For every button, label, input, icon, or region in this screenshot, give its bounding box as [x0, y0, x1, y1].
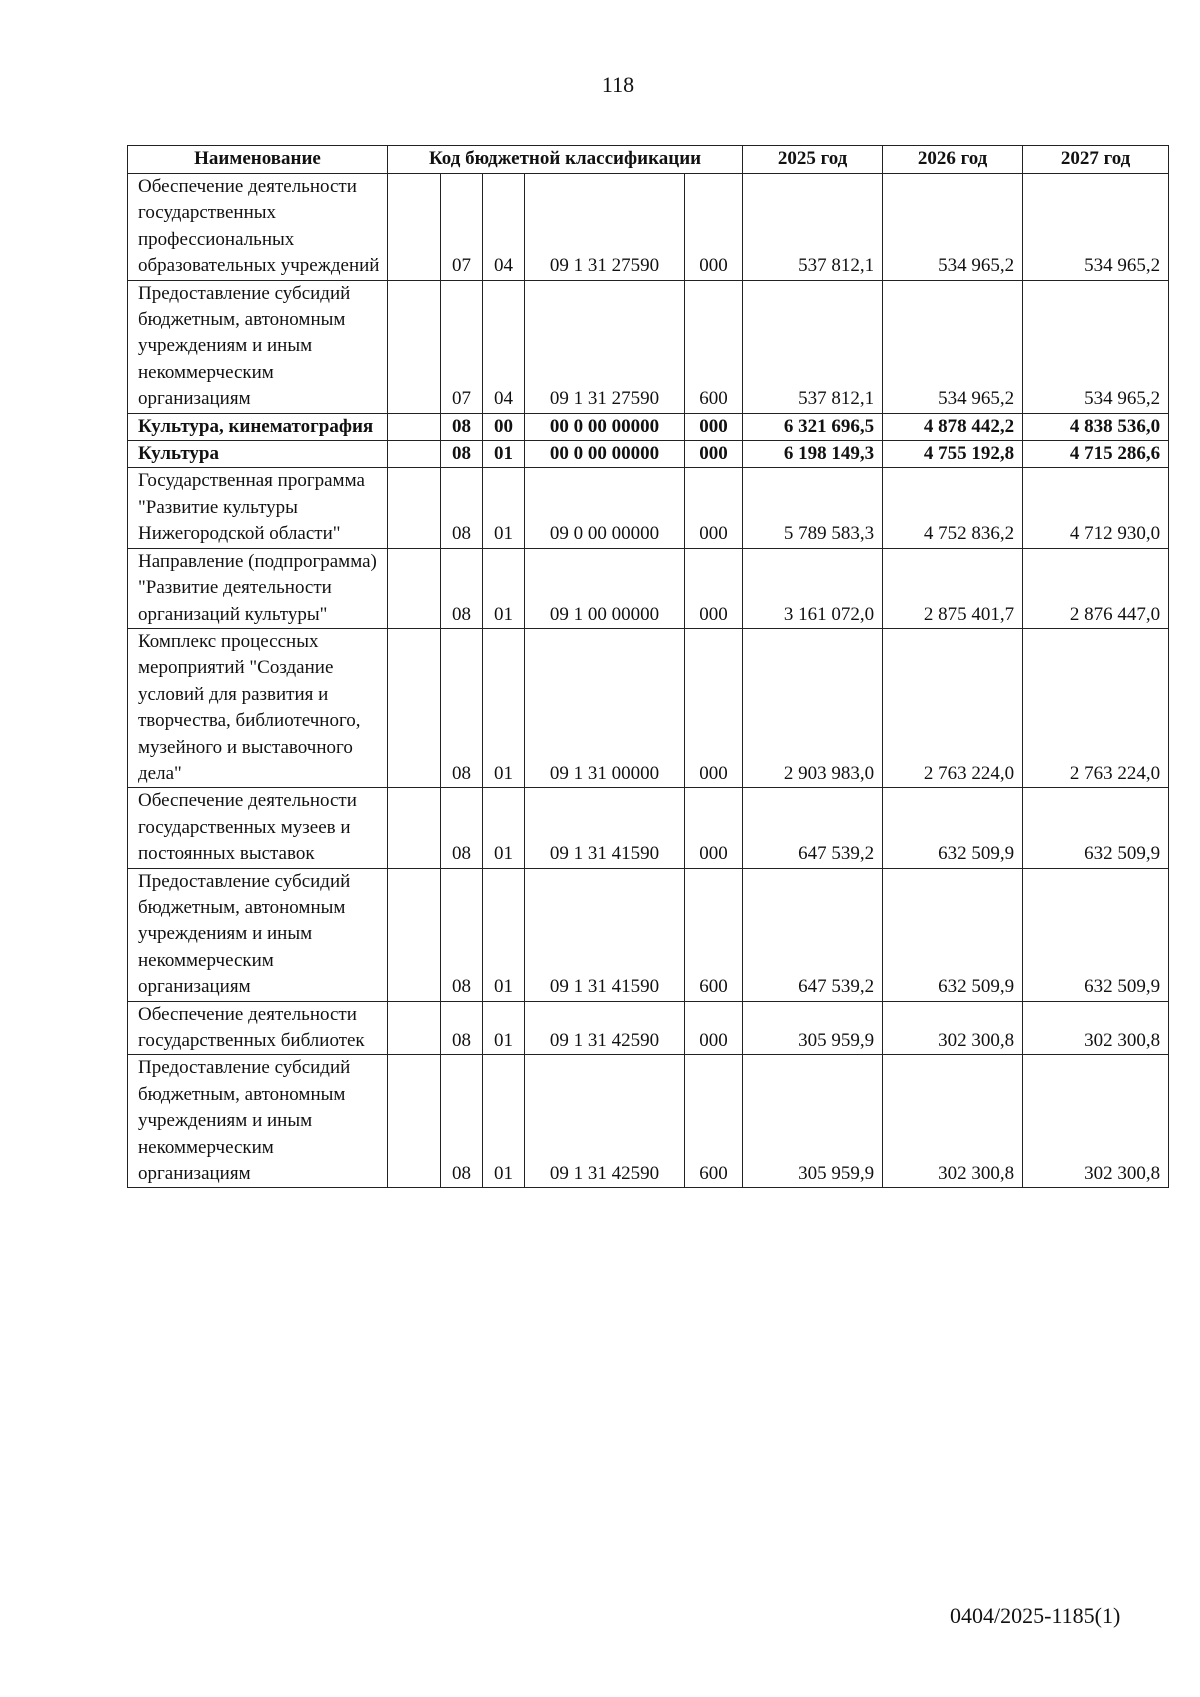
row-subsection-code: 01 — [483, 468, 525, 548]
budget-table — [127, 145, 1169, 1188]
row-expense-type: 600 — [685, 280, 743, 413]
row-target-code: 00 0 00 00000 — [525, 413, 685, 440]
row-section-code: 08 — [441, 548, 483, 628]
row-value-2026: 302 300,8 — [883, 1055, 1023, 1188]
row-code-blank — [388, 1055, 441, 1188]
row-code-blank — [388, 413, 441, 440]
row-name: Обеспечение деятельности государственных профессиональных образовательных учреждений — [128, 174, 388, 281]
row-section-code: 08 — [441, 468, 483, 548]
row-value-2027: 4 838 536,0 — [1023, 413, 1169, 440]
row-value-2025: 6 321 696,5 — [743, 413, 883, 440]
row-value-2027: 2 876 447,0 — [1023, 548, 1169, 628]
table-row — [128, 868, 1169, 1001]
row-subsection-code: 04 — [483, 174, 525, 281]
row-subsection-code: 01 — [483, 868, 525, 1001]
row-value-2026: 632 509,9 — [883, 868, 1023, 1001]
table-row — [128, 468, 1169, 548]
row-code-blank — [388, 868, 441, 1001]
row-section-code: 07 — [441, 280, 483, 413]
row-code-blank — [388, 280, 441, 413]
table-row-total — [128, 413, 1169, 440]
table-row — [128, 174, 1169, 281]
row-expense-type: 600 — [685, 868, 743, 1001]
row-subsection-code: 01 — [483, 788, 525, 868]
row-value-2027: 302 300,8 — [1023, 1055, 1169, 1188]
row-target-code: 09 1 00 00000 — [525, 548, 685, 628]
table-row — [128, 628, 1169, 787]
row-subsection-code: 01 — [483, 548, 525, 628]
table-row — [128, 1055, 1169, 1188]
row-value-2026: 534 965,2 — [883, 174, 1023, 281]
row-value-2027: 302 300,8 — [1023, 1001, 1169, 1055]
row-subsection-code: 01 — [483, 441, 525, 468]
row-value-2027: 4 712 930,0 — [1023, 468, 1169, 548]
header-budget-code: Код бюджетной классификации — [388, 146, 743, 174]
row-value-2025: 5 789 583,3 — [743, 468, 883, 548]
table-row — [128, 1001, 1169, 1055]
row-name: Культура, кинематография — [128, 413, 388, 440]
row-value-2027: 632 509,9 — [1023, 868, 1169, 1001]
row-target-code: 09 1 31 27590 — [525, 280, 685, 413]
row-value-2027: 2 763 224,0 — [1023, 628, 1169, 787]
row-subsection-code: 01 — [483, 1001, 525, 1055]
row-name: Комплекс процессных мероприятий "Создание условий для развития и творчества, библиотечного, музейного и выставочного дела" — [128, 628, 388, 787]
row-value-2025: 3 161 072,0 — [743, 548, 883, 628]
row-value-2025: 647 539,2 — [743, 788, 883, 868]
row-section-code: 08 — [441, 868, 483, 1001]
row-expense-type: 000 — [685, 468, 743, 548]
row-code-blank — [388, 788, 441, 868]
row-code-blank — [388, 548, 441, 628]
header-2026: 2026 год — [883, 146, 1023, 174]
row-value-2025: 6 198 149,3 — [743, 441, 883, 468]
row-name: Государственная программа "Развитие культуры Нижегородской области" — [128, 468, 388, 548]
row-value-2026: 4 878 442,2 — [883, 413, 1023, 440]
header-name: Наименование — [128, 146, 388, 174]
row-name: Предоставление субсидий бюджетным, автономным учреждениям и иным некоммерческим организациям — [128, 1055, 388, 1188]
row-section-code: 08 — [441, 1001, 483, 1055]
row-section-code: 08 — [441, 788, 483, 868]
row-value-2026: 2 763 224,0 — [883, 628, 1023, 787]
row-code-blank — [388, 628, 441, 787]
row-section-code: 07 — [441, 174, 483, 281]
row-target-code: 09 1 31 41590 — [525, 868, 685, 1001]
row-name: Культура — [128, 441, 388, 468]
table-row — [128, 788, 1169, 868]
row-value-2025: 2 903 983,0 — [743, 628, 883, 787]
row-target-code: 09 0 00 00000 — [525, 468, 685, 548]
row-section-code: 08 — [441, 1055, 483, 1188]
document-code: 0404/2025-1185(1) — [950, 1603, 1121, 1628]
row-expense-type: 600 — [685, 1055, 743, 1188]
row-code-blank — [388, 174, 441, 281]
row-name: Обеспечение деятельности государственных библиотек — [128, 1001, 388, 1055]
row-value-2025: 305 959,9 — [743, 1055, 883, 1188]
row-value-2025: 305 959,9 — [743, 1001, 883, 1055]
row-target-code: 00 0 00 00000 — [525, 441, 685, 468]
page-number: 118 — [601, 72, 635, 97]
row-value-2027: 534 965,2 — [1023, 280, 1169, 413]
row-value-2025: 537 812,1 — [743, 280, 883, 413]
row-name: Предоставление субсидий бюджетным, автономным учреждениям и иным некоммерческим организациям — [128, 868, 388, 1001]
header-2027: 2027 год — [1023, 146, 1169, 174]
row-code-blank — [388, 441, 441, 468]
row-value-2025: 537 812,1 — [743, 174, 883, 281]
row-name: Обеспечение деятельности государственных музеев и постоянных выставок — [128, 788, 388, 868]
row-value-2026: 534 965,2 — [883, 280, 1023, 413]
row-value-2026: 4 752 836,2 — [883, 468, 1023, 548]
row-expense-type: 000 — [685, 788, 743, 868]
row-name: Направление (подпрограмма) "Развитие деятельности организаций культуры" — [128, 548, 388, 628]
row-expense-type: 000 — [685, 441, 743, 468]
row-target-code: 09 1 31 42590 — [525, 1001, 685, 1055]
header-2025: 2025 год — [743, 146, 883, 174]
row-section-code: 08 — [441, 413, 483, 440]
row-value-2026: 632 509,9 — [883, 788, 1023, 868]
row-subsection-code: 01 — [483, 1055, 525, 1188]
table-row — [128, 548, 1169, 628]
row-value-2026: 302 300,8 — [883, 1001, 1023, 1055]
table-header-row — [128, 146, 1169, 174]
row-expense-type: 000 — [685, 413, 743, 440]
row-value-2027: 632 509,9 — [1023, 788, 1169, 868]
row-name: Предоставление субсидий бюджетным, автономным учреждениям и иным некоммерческим организациям — [128, 280, 388, 413]
row-section-code: 08 — [441, 441, 483, 468]
row-target-code: 09 1 31 41590 — [525, 788, 685, 868]
row-value-2027: 4 715 286,6 — [1023, 441, 1169, 468]
table-row — [128, 280, 1169, 413]
row-subsection-code: 00 — [483, 413, 525, 440]
row-value-2026: 2 875 401,7 — [883, 548, 1023, 628]
row-code-blank — [388, 1001, 441, 1055]
row-target-code: 09 1 31 42590 — [525, 1055, 685, 1188]
row-target-code: 09 1 31 27590 — [525, 174, 685, 281]
row-section-code: 08 — [441, 628, 483, 787]
row-subsection-code: 01 — [483, 628, 525, 787]
row-code-blank — [388, 468, 441, 548]
row-expense-type: 000 — [685, 548, 743, 628]
row-value-2026: 4 755 192,8 — [883, 441, 1023, 468]
row-value-2025: 647 539,2 — [743, 868, 883, 1001]
table-row-total — [128, 441, 1169, 468]
row-expense-type: 000 — [685, 628, 743, 787]
row-expense-type: 000 — [685, 1001, 743, 1055]
row-expense-type: 000 — [685, 174, 743, 281]
row-target-code: 09 1 31 00000 — [525, 628, 685, 787]
row-value-2027: 534 965,2 — [1023, 174, 1169, 281]
row-subsection-code: 04 — [483, 280, 525, 413]
